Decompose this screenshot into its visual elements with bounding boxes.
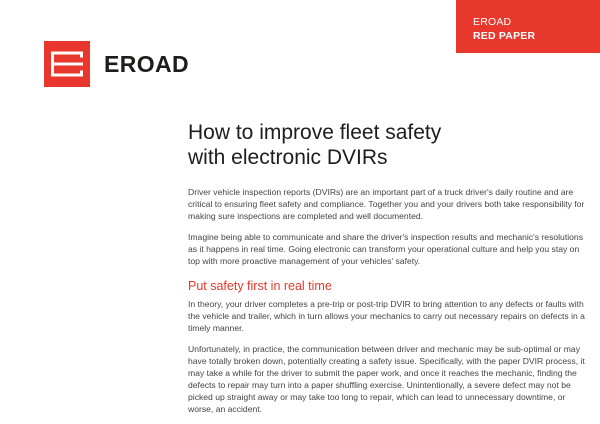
intro-paragraph-2: Imagine being able to communicate and share the driver's inspection results and mechanic's resolutions as it happens in real time. Going electronic can transform your operational culture and help you stay on top with more proactive management of your vehicles' safety.: [188, 232, 583, 266]
tag-brand: EROAD: [473, 16, 512, 28]
red-paper-tag: [456, 0, 600, 53]
intro-paragraph-1: Driver vehicle inspection reports (DVIRs) are an important part of a truck driver's daily routine and are critical to ensuring fleet safety and compliance. Together you and your drivers both take responsibility for making sure inspections are completed and well documented.: [188, 187, 585, 221]
section-heading: Put safety first in real time: [188, 279, 332, 293]
section-paragraph-1: In theory, your driver completes a pre-trip or post-trip DVIR to bring attention to any defects or faults with the vehicle and trailer, which in turn allows your mechanics to carry out necessary repairs on defects in a timely manner.: [188, 299, 585, 333]
title-line-2: with electronic DVIRs: [188, 146, 388, 169]
page-title: [188, 120, 588, 170]
section-paragraph-2: Unfortunately, in practice, the communication between driver and mechanic may be sub-optimal or may have totally broken down, potentially creating a safety issue. Specifically, with the paper DVIR process, it may take a while for the driver to submit the paper work, and once it reaches the mechanic, finding the defects to repair may turn into a paper shuffling exercise. Unintentionally, a severe defect may not be picked up straight away or may take too long to repair, which can lead to unnecessary downtime, or worse, an accident.: [188, 344, 585, 414]
tag-label: RED PAPER: [473, 30, 536, 42]
article-content: [188, 120, 588, 424]
title-line-1: How to improve fleet safety: [188, 121, 442, 144]
logo-wordmark: EROAD: [104, 51, 190, 77]
eroad-logo-mark-icon: [44, 41, 90, 87]
